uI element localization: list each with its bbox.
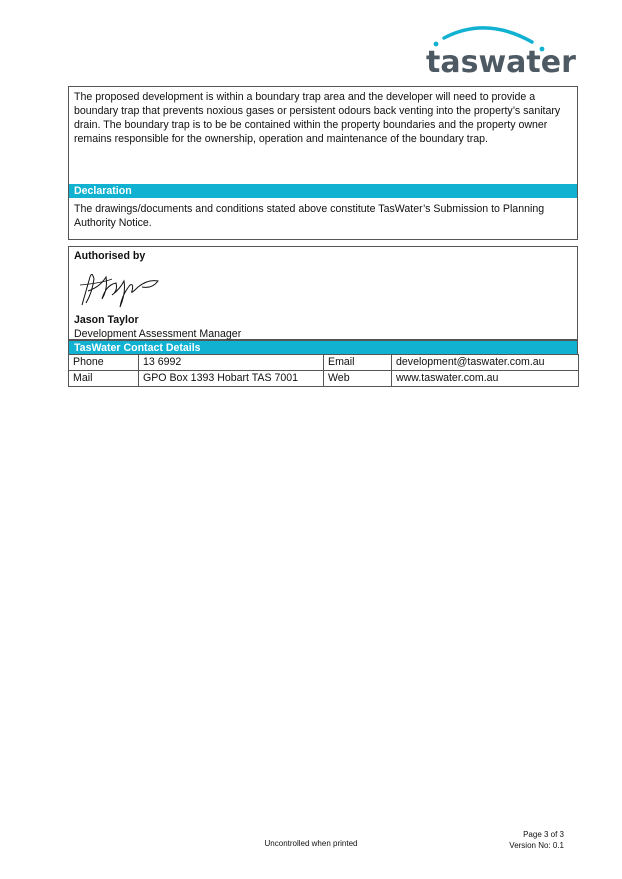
authorised-by-label: Authorised by: [74, 250, 146, 262]
email-value[interactable]: development@taswater.com.au: [392, 355, 579, 371]
logo-text: taswater: [426, 45, 576, 80]
boundary-trap-paragraph: The proposed development is within a boundary trap area and the developer will need to provide a boundary trap that prevents noxious gases or persistent odours back venting into the property’s sanitary drain. The boundary trap is to be be contained within the property boundaries and the property owner remains responsible for the ownership, operation and maintenance of the boundary trap.: [74, 91, 561, 145]
conditions-box: [68, 86, 578, 240]
table-row: [69, 371, 579, 387]
web-label: Web: [324, 371, 392, 387]
declaration-text: The drawings/documents and conditions stated above constitute TasWater’s Submission to Planning Authority Notice.: [74, 203, 545, 229]
contact-details-section: [68, 340, 578, 387]
page-info: [509, 829, 564, 851]
authorisation-box: [68, 246, 578, 340]
web-value[interactable]: www.taswater.com.au: [392, 371, 579, 387]
mail-label: Mail: [69, 371, 139, 387]
page-number: Page 3 of 3: [523, 830, 564, 839]
table-row: [69, 355, 579, 371]
taswater-logo: [424, 22, 576, 80]
declaration-heading: Declaration: [69, 184, 577, 198]
phone-value: 13 6992: [139, 355, 324, 371]
contact-table: [68, 354, 579, 387]
email-label: Email: [324, 355, 392, 371]
signature-image: [72, 265, 162, 309]
mail-value: GPO Box 1393 Hobart TAS 7001: [139, 371, 324, 387]
signatory-name: Jason Taylor: [74, 314, 139, 326]
uncontrolled-notice: Uncontrolled when printed: [264, 839, 358, 848]
contact-heading: TasWater Contact Details: [68, 340, 578, 354]
signatory-position: Development Assessment Manager: [74, 328, 242, 340]
phone-label: Phone: [69, 355, 139, 371]
version-number: Version No: 0.1: [509, 841, 564, 850]
